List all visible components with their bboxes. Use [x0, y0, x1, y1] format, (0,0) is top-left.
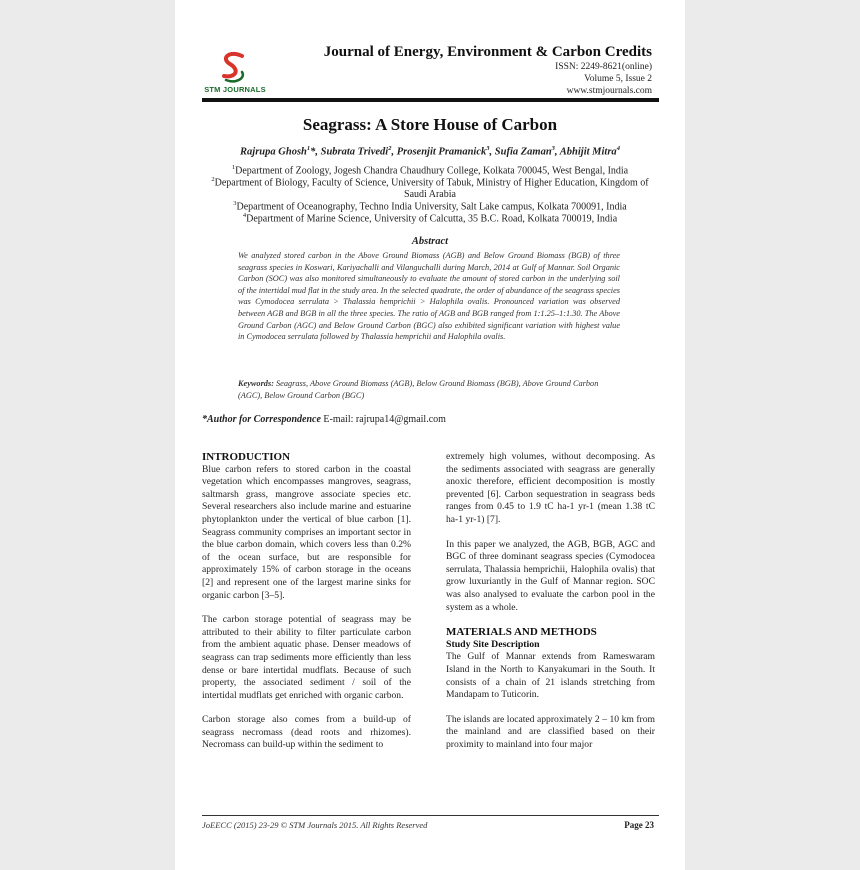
keywords-text: Seagrass, Above Ground Biomass (AGB), Below Ground Biomass (BGB), Above Ground Carbon (AGC), Below Ground Carbon (BGC)	[238, 379, 599, 400]
volume-issue: Volume 5, Issue 2	[584, 74, 652, 84]
logo-text: STM JOURNALS	[204, 85, 266, 94]
journal-title: Journal of Energy, Environment & Carbon Credits	[323, 44, 652, 60]
affiliation-1-text: Department of Zoology, Jogesh Chandra Chaudhury College, Kolkata 700045, West Bengal, India	[235, 165, 629, 177]
journal-website: www.stmjournals.com	[566, 86, 652, 96]
study-site-heading: Study Site Description	[446, 638, 540, 650]
author-name: Subrata Trivedi	[320, 146, 389, 158]
abstract-text: We analyzed stored carbon in the Above Ground Biomass (AGB) and Below Ground Biomass (BGB) of three seagrass species in Koswari, Kariyachalli and Vilanguchalli during March, 2014 at Gulf of Mannar. Soil Organic Carbon (SOC) was also monitored simultaneously to evaluate the amount of stored carbon in the underlying soil of the intertidal mud flat in the study area. In the selected quadrate, the order of abundance of the seagrass species was Cymodocea serrulata > Thalassia hemprichii > Halophila ovalis. Pronounced variation was observed between AGB and BGB in all the three species. The ratio of AGB and BGB ranged from 1:1.25–1:1.30. The Above Ground Carbon (AGC) and Below Ground Carbon (BGC) also exhibited significant variation with highest value in Cymodocea serrulata followed by Thalassia hemprichii and Halophila ovalis.	[238, 251, 620, 342]
keywords	[238, 378, 620, 401]
affiliation-4-sup: 4	[242, 212, 247, 219]
author-list	[175, 145, 685, 158]
study-site-paragraph-1: The Gulf of Mannar extends from Rameswaram Island in the North to Kanyakumari in the South. It consists of a chain of 21 islands stretching from Mandapam to Tuticorin.	[446, 651, 655, 701]
abstract-heading: Abstract	[411, 236, 449, 247]
study-site-paragraph-2: The islands are located approximately 2 – 10 km from the mainland and are classified based on their proximity to mainland into four major	[446, 713, 655, 750]
affiliation-3-sup: 3	[233, 200, 237, 207]
affiliation-1-sup: 1	[231, 164, 236, 171]
author-name: Abhijit Mitra	[559, 146, 617, 158]
stm-logo-icon	[202, 50, 268, 86]
left-column	[202, 451, 411, 752]
footer-citation: JoEECC (2015) 23-29 © STM Journals 2015. All Rights Reserved	[202, 820, 428, 830]
right-paragraph-2: In this paper we analyzed, the AGB, BGB, AGC and BGC of three dominant seagrass species (Cymodocea serrulata, Thalassia hemprichii, Halophila ovalis) that grow luxuriantly in the Gulf of Mannar region. SOC was also analysed to evaluate the carbon pool in the system as a whole.	[446, 538, 655, 613]
author-affiliation-sup: 1	[306, 145, 311, 152]
author-affiliation-sup: 3	[486, 145, 490, 152]
keywords-label: Keywords:	[238, 379, 274, 388]
right-paragraph-1: extremely high volumes, without decomposing. As the sediments associated with seagrass are generally anoxic therefore, efficient decomposition is mostly prevented [6]. Carbon sequestration in seagrass beds ranges from 0.45 to 1.9 tC ha-1 yr-1 (mean 1.38 tC ha-1 yr-1) [7].	[446, 451, 655, 525]
author-name: Rajrupa Ghosh	[240, 146, 307, 158]
intro-paragraph-3: Carbon storage also comes from a build-up of seagrass necromass (dead roots and rhizomes). Necromass can build-up within the sediment to	[202, 714, 411, 751]
intro-paragraph-2: The carbon storage potential of seagrass may be attributed to their ability to filter particulate carbon from the ambient aquatic phase. Denser meadows of seagrass can trap sediments more efficiently than less dense or bare intertidal mudflats. Because of such property, the associated sediment / soil of the intertidal mudflats get enriched with organic carbon.	[202, 614, 411, 701]
author-affiliation-sup: 2	[388, 145, 392, 152]
introduction-heading: INTRODUCTION	[202, 451, 291, 463]
author-separator: ,	[554, 146, 560, 158]
affiliation-3-text: Department of Oceanography, Techno India University, Salt Lake campus, Kolkata 700091, India	[236, 201, 627, 213]
author-name: Sufia Zaman	[494, 146, 552, 158]
correspondence	[202, 414, 622, 425]
author-separator: ,	[489, 146, 495, 158]
affiliation-4-text: Department of Marine Science, University of Calcutta, 35 B.C. Road, Kolkata 700019, India	[246, 213, 618, 225]
right-column	[446, 451, 655, 751]
methods-heading: MATERIALS AND METHODS	[446, 626, 597, 639]
author-separator: *,	[310, 146, 321, 158]
correspondence-label: *Author for Correspondence	[202, 414, 321, 425]
author-name: Prosenjit Pramanick	[396, 146, 487, 158]
affiliation-4	[200, 210, 660, 225]
correspondence-email: E-mail: rajrupa14@gmail.com	[320, 414, 446, 425]
paper-title: Seagrass: A Store House of Carbon	[302, 115, 558, 134]
affiliation-2-text: Department of Biology, Faculty of Science, University of Tabuk, Ministry of Higher Education, Kingdom of Saudi Arabia	[214, 177, 649, 201]
author-affiliation-sup: 4	[616, 145, 620, 152]
author-separator: ,	[391, 146, 397, 158]
footer-rule	[202, 815, 659, 816]
author-affiliation-sup: 3	[551, 145, 555, 152]
intro-paragraph-1: Blue carbon refers to stored carbon in the coastal vegetation which encompasses mangroves, seagrass, saltmarsh grass, mangrove associate species etc. Several researchers also include marine and estuarine phytoplankton under the vertical of blue carbon [1]. Seagrass community comprises an important sector in the blue carbon domain, which covers less than 0.2% of the ocean surface, but are responsible for approximately 15% of carbon storage in the oceans [2] and represent one of the largest marine sinks for organic carbon [3–5].	[202, 463, 411, 601]
header-rule	[202, 98, 659, 102]
affiliation-2-sup: 2	[211, 176, 215, 183]
issn: ISSN: 2249-8621(online)	[555, 62, 652, 72]
page-number: Page 23	[624, 820, 654, 830]
